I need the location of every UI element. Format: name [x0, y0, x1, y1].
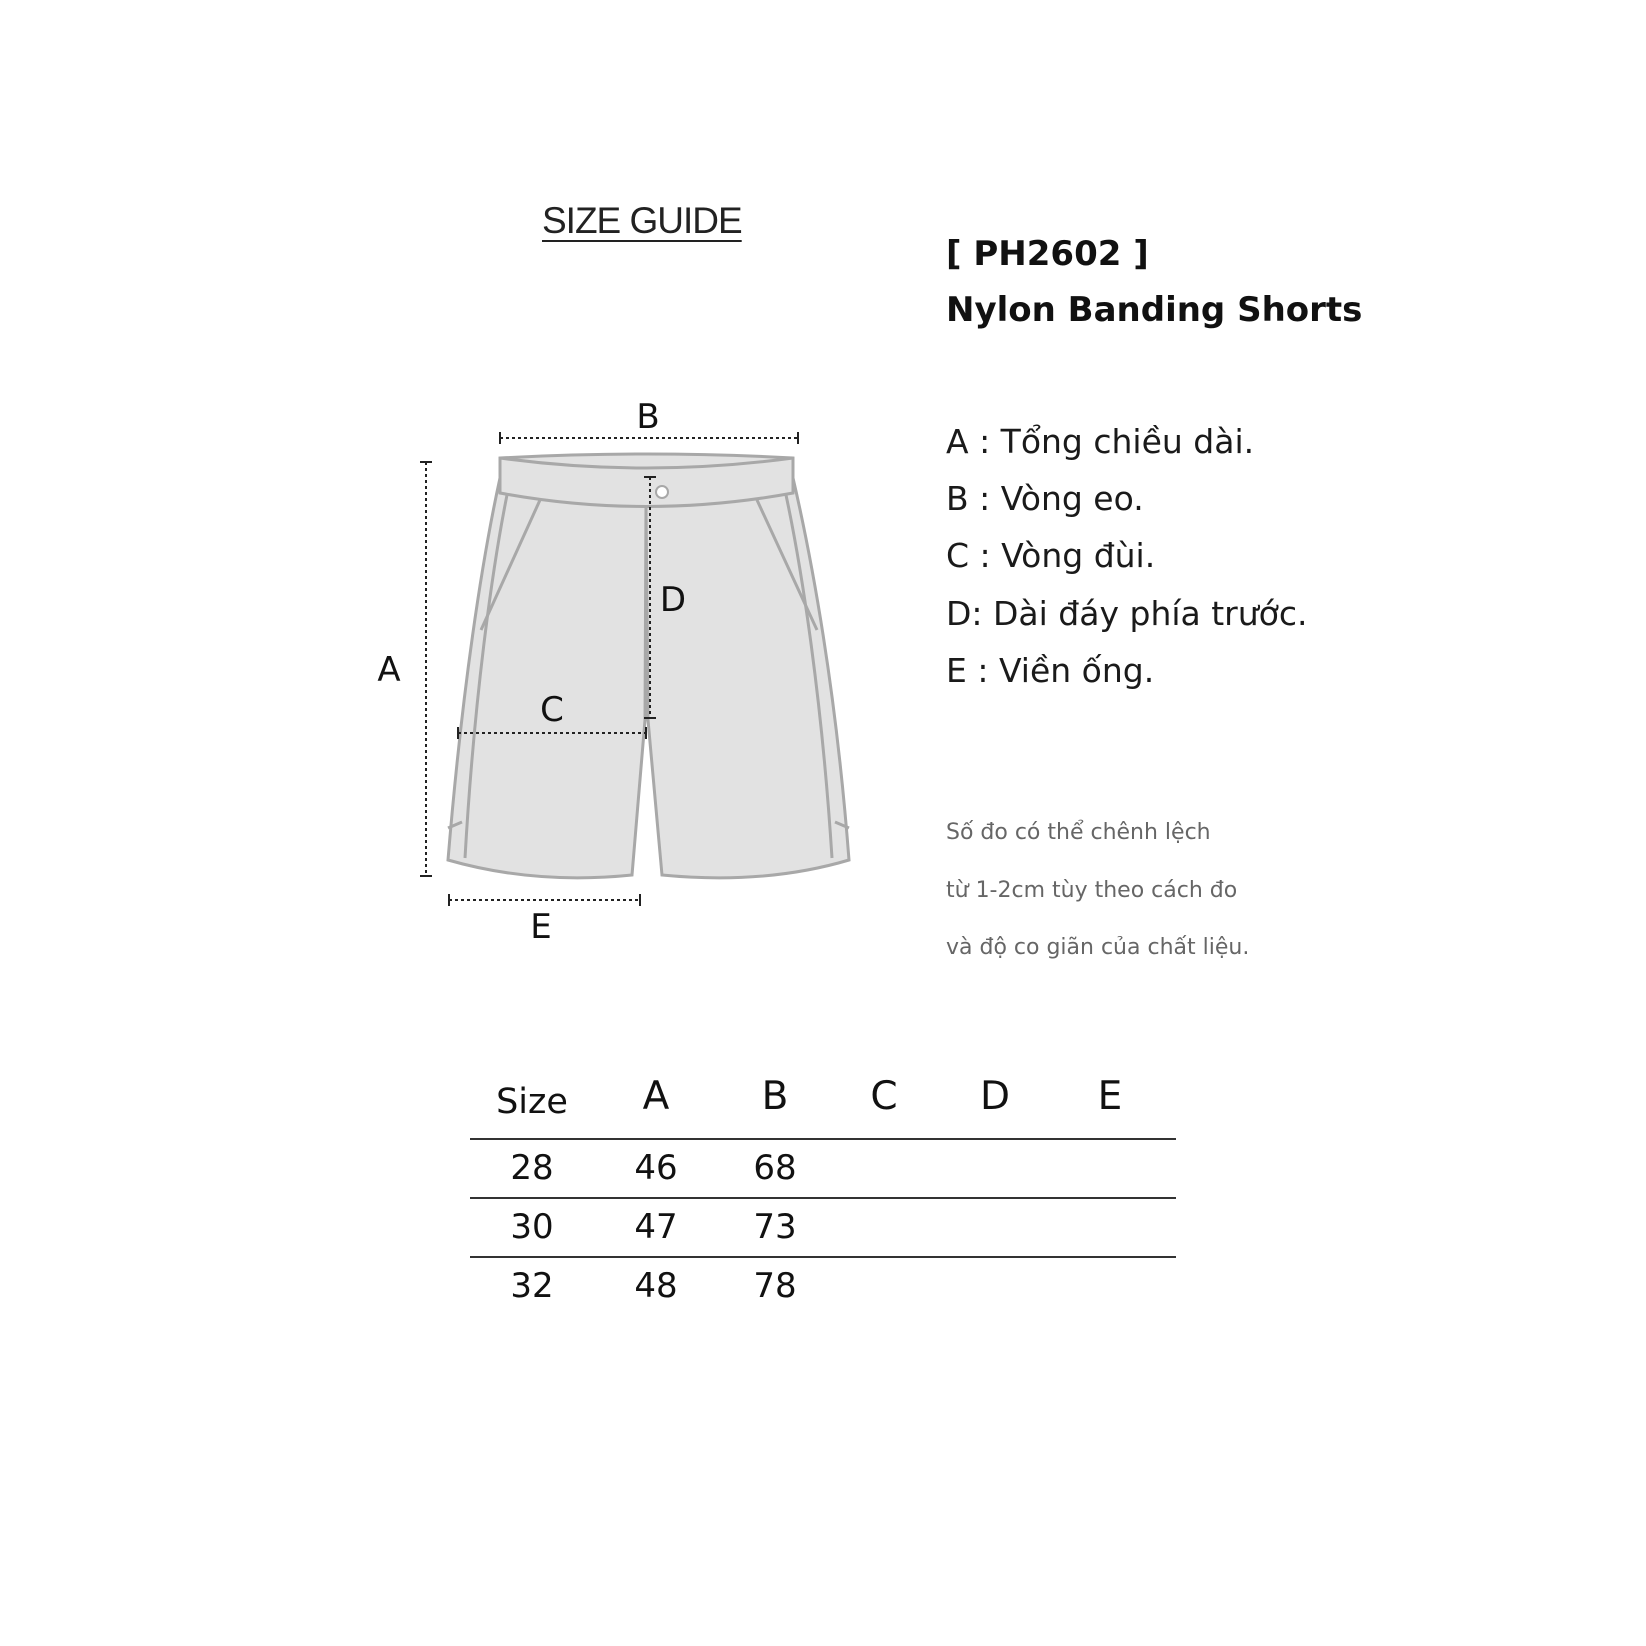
table-cell-size: 32: [510, 1266, 554, 1306]
legend-item-c: C : Vòng đùi.: [946, 536, 1156, 575]
diagram-label-a: A: [377, 650, 401, 690]
table-cell-b: 78: [753, 1266, 797, 1306]
table-header-a: A: [642, 1074, 670, 1119]
table-header-row: [470, 1072, 1176, 1140]
note-line-1: Số đo có thể chênh lệch: [946, 820, 1211, 845]
table-cell-b: 73: [753, 1207, 797, 1247]
diagram-label-e: E: [530, 907, 552, 947]
waist-button: [656, 486, 668, 498]
legend-item-d: D: Dài đáy phía trước.: [946, 594, 1308, 633]
table-cell-a: 47: [634, 1207, 678, 1247]
table-cell-size: 28: [510, 1148, 554, 1188]
table-cell-size: 30: [510, 1207, 554, 1247]
page-title: SIZE GUIDE: [542, 200, 742, 241]
legend-item-e: E : Viền ống.: [946, 651, 1155, 690]
shorts-right-leg: [646, 478, 849, 878]
table-row: [470, 1199, 1176, 1258]
table-header-d: D: [979, 1074, 1011, 1119]
diagram-label-b: B: [636, 397, 660, 437]
diagram-label-d: D: [659, 580, 687, 620]
shorts-left-leg: [448, 478, 646, 878]
product-name: Nylon Banding Shorts: [946, 290, 1363, 330]
product-code: [ PH2602 ]: [946, 234, 1149, 274]
diagram-label-c: C: [540, 690, 564, 730]
table-cell-a: 46: [634, 1148, 678, 1188]
table-header-size: Size: [496, 1082, 568, 1122]
table-header-b: B: [761, 1074, 789, 1119]
note-line-3: và độ co giãn của chất liệu.: [946, 935, 1250, 960]
table-header-e: E: [1097, 1074, 1123, 1119]
table-header-c: C: [870, 1074, 898, 1119]
table-row: [470, 1258, 1176, 1315]
legend-item-b: B : Vòng eo.: [946, 479, 1144, 518]
table-row: [470, 1140, 1176, 1199]
table-cell-b: 68: [753, 1148, 797, 1188]
size-table: [470, 1072, 1176, 1315]
legend-item-a: A : Tổng chiều dài.: [946, 422, 1255, 461]
table-cell-a: 48: [634, 1266, 678, 1306]
note-line-2: từ 1-2cm tùy theo cách đo: [946, 878, 1238, 903]
